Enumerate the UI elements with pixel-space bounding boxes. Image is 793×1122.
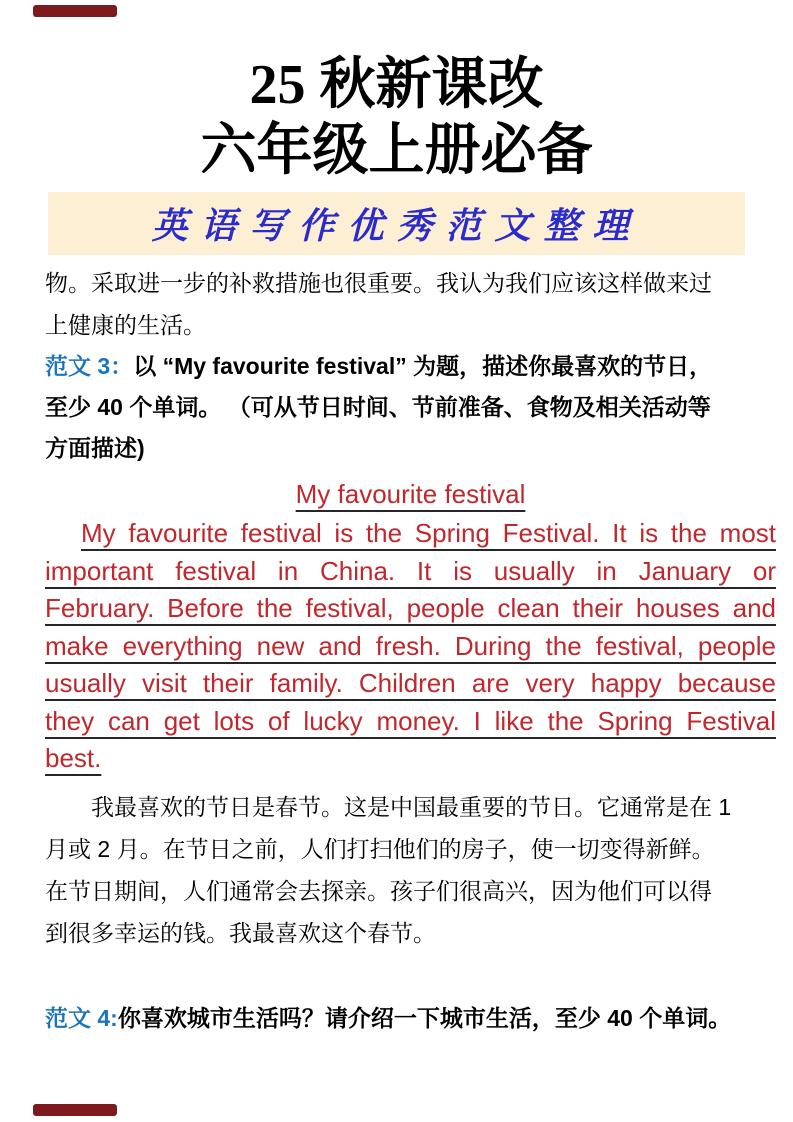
essay3-label: 范文 3： bbox=[45, 353, 134, 379]
subtitle-banner-text: 英语写作优秀范文整理 bbox=[151, 206, 642, 246]
document-title-line1: 25 秋新课改 bbox=[249, 54, 544, 116]
document-body bbox=[45, 262, 776, 1038]
essay3-body-line-7: best. bbox=[45, 743, 102, 773]
subtitle-banner bbox=[48, 192, 745, 255]
intro-line-2: 上健康的生活。 bbox=[45, 312, 206, 338]
essay3-prompt-text-1: 以 “My favourite festival” 为题，描述你最喜欢的节日， bbox=[133, 353, 713, 379]
essay3-title-row bbox=[45, 476, 776, 513]
essay3-translation-line-1: 我最喜欢的节日是春节。这是中国最重要的节日。它通常是在 1 bbox=[91, 793, 732, 820]
essay4-prompt bbox=[45, 998, 776, 1038]
essay3-prompt bbox=[45, 346, 776, 469]
essay3-prompt-line-1 bbox=[45, 346, 776, 387]
essay3-translation-line-2: 月或 2 月。在节日之前，人们打扫他们的房子，使一切变得新鲜。 bbox=[45, 835, 715, 862]
essay3-title: My favourite festival bbox=[295, 479, 526, 509]
essay3-body-line-6: they can get lots of lucky money. I like the Spring Festival bbox=[45, 705, 776, 736]
essay3-body-line-3: February. Before the festival, people clean their houses and bbox=[45, 593, 776, 623]
intro-paragraph bbox=[45, 262, 776, 346]
intro-line-1: 物。采取进一步的补救措施也很重要。我认为我们应该这样做来过 bbox=[45, 270, 712, 296]
top-left-corner-bar bbox=[33, 5, 117, 17]
essay3-body-line-4: make everything new and fresh. During the festival, people bbox=[45, 630, 776, 661]
essay3-translation-line-4: 到很多幸运的钱。我最喜欢这个春节。 bbox=[45, 919, 436, 946]
bottom-left-corner-bar bbox=[33, 1104, 117, 1116]
essay3-prompt-line-3: 方面描述) bbox=[45, 435, 145, 461]
document-title-line2: 六年级上册必备 bbox=[200, 120, 593, 182]
essay3-body-line-1: My favourite festival is the Spring Festival. It is the most bbox=[81, 518, 776, 548]
essay3-translation-line-3: 在节日期间，人们通常会去探亲。孩子们很高兴，因为他们可以得 bbox=[45, 877, 712, 904]
essay3-prompt-line-2: 至少 40 个单词。 （可从节日时间、节前准备、食物及相关活动等 bbox=[45, 394, 711, 420]
essay3-body-line-5: usually visit their family. Children are very happy because bbox=[45, 668, 776, 698]
essay4-prompt-text: 你喜欢城市生活吗？请介绍一下城市生活，至少 40 个单词。 bbox=[117, 1004, 732, 1031]
essay3-body-line-2: important festival in China. It is usually in January or bbox=[45, 555, 776, 586]
essay4-label: 范文 4: bbox=[45, 1004, 118, 1031]
essay3-english-body bbox=[45, 515, 776, 778]
essay3-translation bbox=[45, 786, 776, 954]
document-title bbox=[0, 52, 793, 184]
